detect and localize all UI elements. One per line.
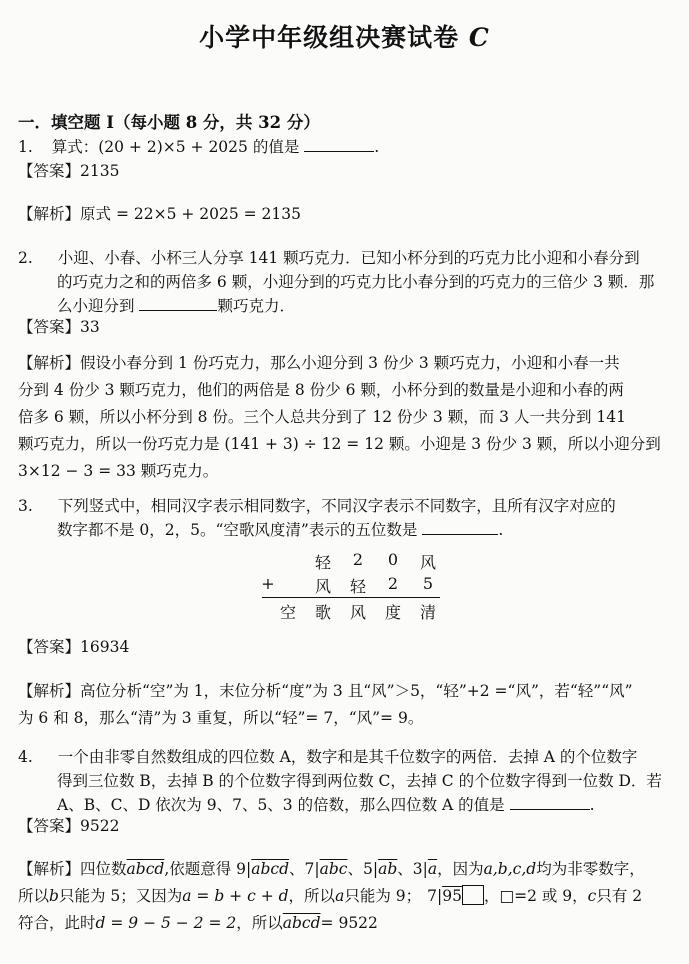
q2-answer [18,316,100,338]
q4-a1-text3: 、7| [289,860,320,878]
q1-analysis-label: 【解析】 [18,205,81,223]
q2-analysis-line5: 3×12 − 3 = 33 颗巧克力。 [18,462,219,480]
q2-blank [139,295,217,311]
q4-number: 4. [18,748,33,766]
q4-answer [18,815,119,837]
puzzle-r2-c3: 2 [387,574,399,593]
q1-answer-value: 2135 [80,162,120,180]
q4-a1-text5: 、3| [397,860,428,878]
puzzle-r2-c4: 5 [422,574,434,593]
q4-a1-text7: 均为非零数字， [536,860,645,878]
q4-a1-abc: $\overline{abc}$ [319,860,348,878]
q1-blank [304,136,374,152]
page-title [0,18,689,54]
title-main: 小学中年级组决赛试卷 [199,23,460,52]
q4-a2-text6: ，□=2 或 9， [483,887,588,905]
q3-analysis [18,678,633,732]
q4-a3-abcd: abcd [282,914,321,932]
q4-a2-text4: 只能为 9； [344,887,422,905]
puzzle-r3-c5: 清 [419,603,436,622]
q1-analysis-text: 原式 = 22×5 + 2025 = 2135 [80,205,302,223]
q2-line2: 的巧克力之和的两倍多 6 颗，小迎分到的巧克力比小春分到的巧克力的三倍少 3 颗．那 [57,273,655,291]
q2-answer-label: 【答案】 [18,318,81,336]
q4-a2-95: 95 [442,887,462,905]
q1-analysis [18,203,301,225]
q4-analysis-label: 【解析】 [18,860,81,878]
puzzle-r3-c2: 歌 [314,603,331,622]
q3-number: 3. [18,497,33,515]
q2-line3 [57,295,295,317]
q3-answer-value: 16934 [80,638,130,656]
q4-a2-blank-box [462,885,484,905]
q4-analysis [18,856,645,937]
puzzle-r1-c1: 轻 [314,553,331,572]
q3-text2b: . [498,521,504,539]
q4-line1 [18,746,637,768]
q3-analysis-label: 【解析】 [18,682,81,700]
q4-a1-a: $\overline{a}$ [427,860,438,878]
q4-a1-text2: ,依题意得 9| [164,860,252,878]
q4-answer-value: 9522 [80,817,120,835]
q4-a2-a: a [335,887,345,905]
q2-analysis-line4: 颗巧克力，所以一份巧克力是 (141 + 3) ÷ 12 = 12 颗。小迎是 3 份少 3 颗，所以小迎分到 [18,435,661,453]
q1-text: 算式：(20 + 2)×5 + 2025 的值是 [51,138,300,156]
q4-a3-d: d = 9 − 5 − 2 = 2 [95,914,237,932]
q4-a1-text6: ，因为 [437,860,484,878]
section-heading: 一．填空题 Ⅰ（每小题 8 分，共 32 分） [18,113,320,132]
puzzle-r3-c4: 度 [384,603,401,622]
q2-analysis-line1: 假设小春分到 1 份巧克力，那么小迎分到 3 份少 3 颗巧克力，小迎和小春一共 [80,354,620,372]
q4-a1-vars: a,b,c,d [483,860,537,878]
q3-answer-label: 【答案】 [18,638,81,656]
q1-end: . [374,138,380,156]
q4-a1-abcd: abcd [126,860,165,878]
q4-a3-text1: 符合，此时 [18,914,96,932]
q4-a2-text2: 只能为 5；又因为 [58,887,183,905]
q3-text2a: 数字都不是 0，2，5。“空歌风度清”表示的五位数是 [57,521,418,539]
q4-analysis-line1 [18,856,645,883]
puzzle-sum-line [262,597,440,598]
q3-answer [18,636,129,658]
q4-text3b: . [589,796,595,814]
title-letter: C [468,23,490,52]
q4-text1: 一个由非零自然数组成的四位数 A，数字和是其千位数字的两倍．去掉 A 的个位数字 [57,748,638,766]
q4-text3a: A、B、C、D 依次为 9、7、5、3 的倍数，那么四位数 A 的值是 [57,796,505,814]
q4-a2-text3: ，所以 [288,887,336,905]
puzzle-r2-c1: 风 [314,577,331,596]
q4-a2-equation: a = b + c + d [182,887,289,905]
q4-blank [510,794,590,810]
q4-analysis-line3 [18,910,645,937]
q2-answer-value: 33 [80,318,100,336]
puzzle-r1-c3: 0 [387,550,399,569]
q3-text1: 下列竖式中，相同汉字表示相同数字，不同汉字表示不同数字，且所有汉字对应的 [57,497,616,515]
q2-analysis-line3: 倍多 6 颗，所以小杯分到 8 份。三个人总共分到了 12 份少 3 颗，而 3 人一共分到 141 [18,408,626,426]
q4-a2-text5: 7| [427,887,443,905]
q4-a1-abcd-2: abcd [251,860,290,878]
q4-a1-ab: $\overline{ab}$ [378,860,398,878]
q2-analysis-line2: 分到 4 份少 3 颗巧克力，他们的两倍是 8 份少 6 颗，小杯分到的数量是小迎和小春的两 [18,381,624,399]
q2-analysis-label: 【解析】 [18,354,81,372]
q3-line2 [57,519,503,541]
q1-answer [18,160,119,182]
q2-analysis [18,350,661,485]
q3-analysis-line2: 为 6 和 8，那么“清”为 3 重复，所以“轻”= 7，“风”= 9。 [18,709,424,727]
puzzle-plus-sign: + [261,574,275,593]
q1-answer-label: 【答案】 [18,162,81,180]
puzzle-r3-c3: 风 [349,603,366,622]
q3-line1 [18,495,616,517]
q2-line1 [18,247,640,269]
q3-blank [422,519,498,535]
puzzle-r1-c2: 2 [352,550,364,569]
q2-text1: 小迎、小春、小杯三人分享 141 颗巧克力．已知小杯分到的巧克力比小迎和小春分到 [57,249,640,267]
q4-line3 [57,794,595,816]
q4-a2-text7: 只有 2 [596,887,643,905]
q4-a2-b: b [49,887,59,905]
puzzle-r1-c4: 风 [419,553,436,572]
q4-a2-text1: 所以 [18,887,50,905]
puzzle-r3-c1: 空 [279,603,296,622]
q4-answer-label: 【答案】 [18,817,81,835]
puzzle-r2-c2: 轻 [349,577,366,596]
q4-a3-text2: ，所以 [236,914,283,932]
q4-line2: 得到三位数 B，去掉 B 的个位数字得到两位数 C，去掉 C 的个位数字得到一位数 D．若 [57,772,662,790]
q4-a1-text1: 四位数 [80,860,127,878]
q2-text3b: 颗巧克力． [217,297,295,315]
q1-number: 1. [18,138,33,156]
q4-a2-c: c [587,887,597,905]
q2-text3a: 么小迎分到 [57,297,135,315]
q4-analysis-line2 [18,883,645,910]
q4-a3-text3: = 9522 [320,914,378,932]
q1-line [18,136,379,158]
q3-analysis-line1: 高位分析“空”为 1，末位分析“度”为 3 且“风”＞5，“轻”+2 =“风”，若“轻”“风” [80,682,633,700]
q2-number: 2. [18,249,33,267]
q4-a1-text4: 、5| [347,860,379,878]
